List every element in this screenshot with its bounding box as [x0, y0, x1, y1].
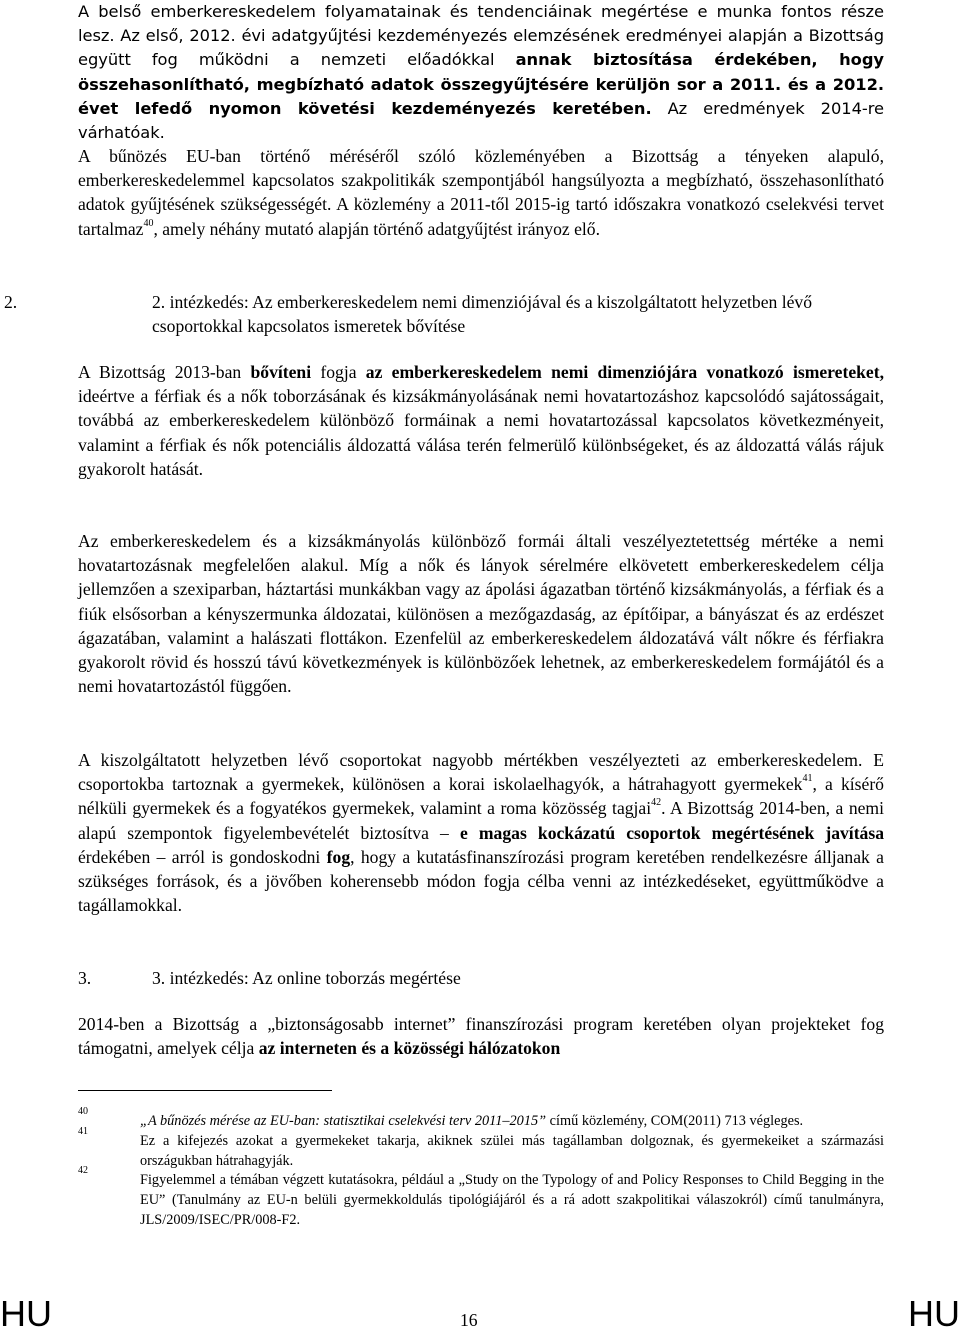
- footnote-italic-title: „A bűnözés mérése az EU-ban: statisztikai cselekvési terv 2011–2015”: [140, 1113, 547, 1129]
- paragraph-bold-text: az emberkereskedelem nemi dimenziójára vonatkozó ismereteket,: [365, 362, 884, 382]
- footnote-41: [78, 1125, 884, 1172]
- footnotes: [78, 1106, 884, 1231]
- paragraph-text: , hogy a kutatásfinanszírozási program keretében rendelkezésre álljanak a szükséges források, és a jövőben koherensebb módon fogja célba venni az intézkedéseket, együttműködve a tagállamokkal.: [78, 846, 884, 916]
- paragraph-exploitation-forms: Az emberkereskedelem és a kizsákmányolás különböző formái általi veszélyeztetettség mértéke a nemi hovatartozásnak megfelelően alakul. Míg a nők és lányok sérelmére elkövetett emberkereskedelem célja jellemzően a szexiparban, háztartási munkákban vagy az ápolási ágazatban történő kizsákmányolás, a férfiak és a fiúk elsősorban a kényszermunka áldozatai, különösen a mezőgazdaság, az építőipar, a bányászat és az erdészet ágazatában, valamint a halászati flottákon. Ezenfelül az emberkereskedelem áldozatává vált nőkre és férfiakra gyakorolt rövid és hosszú távú következmények is különbözőek lehetnek, az emberkereskedelem formájától és a nemi hovatartozástól függően.: [78, 531, 884, 697]
- page-number: 16: [460, 1310, 478, 1330]
- footnote-ref-40[interactable]: 40: [143, 217, 154, 229]
- language-code-left: HU: [0, 1293, 52, 1334]
- footnote-text: című közlemény, COM(2011) 713 végleges.: [546, 1113, 804, 1129]
- paragraph-text: A bűnözés EU-ban történő méréséről szóló közleményében a Bizottság a tényeken alapuló, emberkereskedelemmel kapcsolatos szakpolitikák szempontjából hangsúlyozta a megbízható, összehasonlítható adatok gyűjtésének szükségességét. A közlemény a 2011-től 2015-ig tartó időszakra vonatkozó cselekvési tervet tartalmaz: [78, 146, 884, 239]
- section-title: 2. intézkedés: Az emberkereskedelem nemi dimenziójával és a kiszolgáltatott helyzetben lévő csoportokkal kapcsolatos ismeretek bővítése: [152, 292, 813, 337]
- paragraph-crime-measurement: [78, 144, 884, 241]
- section-number: 2.: [4, 292, 18, 312]
- paragraph-bold-text: az interneten és a közösségi hálózatokon: [258, 1038, 561, 1059]
- paragraph-text: ideértve a férfiak és a nők toborzásának és kizsákmányolásának nemi hovatartozáshoz kapcsolódó sajátosságait, továbbá az emberkereskedelem különböző formáinak a nemi hovatartozással kapcsolatos következményeit, valamint a férfiak és nők potenciális áldozattá válása terén felmerülő különbségeket, és az áldozattá válás rájuk gyakorolt hatását.: [78, 386, 884, 479]
- paragraph-text: , a kísérő nélküli gyermekek és a fogyatékos gyermekek, valamint a roma közösség tagjai: [78, 774, 884, 819]
- paragraph-bold-text: bővíteni: [250, 362, 312, 382]
- paragraph-bold-text: fog: [326, 846, 351, 867]
- paragraph-vulnerable-groups: [78, 748, 884, 917]
- section-heading-measure-2: [4, 290, 884, 338]
- footnote-number: 42: [78, 1165, 88, 1177]
- footnote-text: Ez a kifejezés azokat a gyermekeket takarja, akiknek szülei más tagállamban dolgoznak, és gyermekeiket a származási országukban hátrahagyják.: [140, 1132, 884, 1169]
- paragraph-text: A belső emberkereskedelem folyamatainak és tendenciáinak megértése e munka fontos része lesz. Az első, 2012. évi adatgyűjtési kezdeményezés elemzésének eredményei alapján a Bizottság együtt fog működni a nemzeti előadókkal: [78, 2, 884, 70]
- footnote-ref-42[interactable]: 42: [651, 797, 662, 809]
- paragraph-text: 2014-ben a Bizottság a „biztonságosabb internet” finanszírozási program keretében olyan projekteket fog támogatni, amelyek célja: [78, 1014, 884, 1059]
- footnote-ref-41[interactable]: 41: [802, 773, 813, 785]
- paragraph-text: A Bizottság 2013-ban: [78, 362, 251, 382]
- footnote-40: [78, 1106, 884, 1132]
- footnote-number: 40: [78, 1106, 88, 1117]
- paragraph-text: fogja: [311, 362, 366, 382]
- paragraph-bold-text: e magas kockázatú csoportok megértésének javítása: [459, 822, 884, 843]
- paragraph-online-recruitment: [78, 1012, 884, 1060]
- footnote-text: Figyelemmel a témában végzett kutatásokra, például a „Study on the Typology of and Policy Responses to Child Begging in the EU” (Tanulmány az EU-n belüli gyermekkoldulás tipológiájáról és a rá adott szakpolitikai válaszokról) című tanulmányra, JLS/2009/ISEC/PR/008-F2.: [140, 1172, 884, 1228]
- footnote-number: 41: [78, 1125, 88, 1137]
- paragraph-gender-dimension: [78, 360, 884, 481]
- paragraph-text: , amely néhány mutató alapján történő adatgyűjtést irányoz elő.: [153, 218, 600, 239]
- language-code-right: HU: [908, 1293, 960, 1334]
- page-footer: [0, 1290, 960, 1334]
- paragraph-text: Az eredmények 2014-re várhatóak.: [78, 98, 884, 143]
- footnote-separator: [78, 1090, 332, 1091]
- paragraph-text: . A Bizottság 2014-ben, a nemi alapú szempontok figyelembevételét biztosítva –: [78, 798, 884, 843]
- section-heading-measure-3: [78, 966, 461, 990]
- section-title: 3. intézkedés: Az online toborzás megértése: [152, 968, 461, 988]
- footnote-42: [78, 1165, 884, 1230]
- paragraph-text: A kiszolgáltatott helyzetben lévő csoportokat nagyobb mértékben veszélyezteti az emberkereskedelem. E csoportokba tartoznak a gyermekek, különösen a korai iskolaelhagyók, a hátrahagyott gyermekek: [78, 750, 884, 795]
- paragraph-text: érdekében – arról is gondoskodni: [78, 846, 327, 867]
- paragraph-bold-text: annak biztosítása érdekében, hogy összehasonlítható, megbízható adatok összegyűjtésére kerüljön sor a 2011. és a 2012. évet lefedő nyomon követési kezdeményezés keretében.: [78, 50, 884, 118]
- section-number: 3.: [78, 968, 92, 988]
- paragraph-data-collection: [78, 0, 884, 145]
